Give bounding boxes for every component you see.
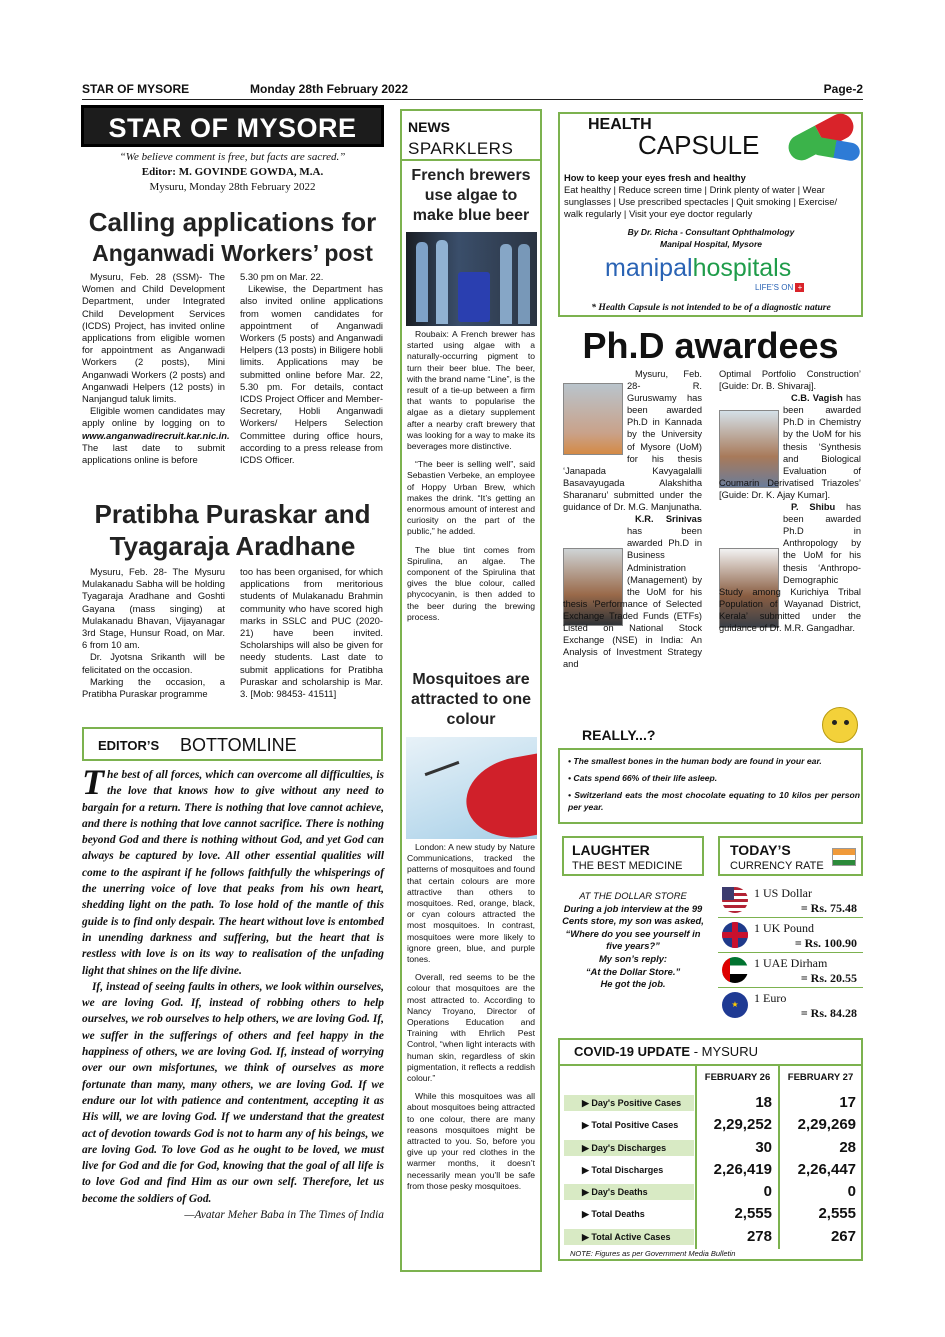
covid-row-label: ▶ Total Positive Cases (582, 1120, 679, 1130)
mosquito-para: Overall, red seems to be the colour that mosquitoes are the most attracted to. According to Nancy Troyano, Director of Operations Education and Training with Ehrlich Pest Control, “when light interacts with human skin, regardless of skin pigmentation, it reflects a reddish colour.” (407, 972, 535, 1084)
recruit-link[interactable]: www.anganwadirecruit.kar.nic.in. (82, 429, 230, 441)
logo-b: hospitals (692, 254, 792, 282)
plus-icon: + (795, 283, 804, 292)
anganwadi-col-1 (82, 271, 230, 466)
covid-label-text: Total Discharges (591, 1165, 664, 1175)
joke-line: “At the Dollar Store.” (585, 965, 681, 977)
dateline: Mysuru, Monday 28th February 2022 (149, 181, 316, 193)
mosquito-story (407, 842, 535, 1192)
covid-value: 2,29,252 (713, 1116, 772, 1133)
covid-row (560, 1181, 862, 1203)
pratibha-para: Dr. Jyotsna Srikanth will be felicitated on the occasion. (82, 651, 225, 675)
currency-rate: = Rs. 100.90 (794, 936, 857, 950)
bottomline-credit: —Avatar Meher Baba in The Times of India (184, 1209, 384, 1222)
phd-col-1 (563, 368, 702, 670)
bottomline-text (82, 762, 384, 1223)
bottomline-para: he best of all forces, which can overcome all difficulties, is the love that knows how to give without any need to bargain for a return. There is nothing that love cannot achieve, and there is nothing that love cannot sacrifice. There is nothing beyond God and there is nothing without God, and yet God can always be captured by love. All other essential qualities will come to the aspirant if he follows faithfully the whisperings of the unerring voice of love that peaks from his own heart, shedding light on the path. To lose hold of the mantle of this guide is to find only despair. The heart without love is entombed in unending darkness and suffering, but the heart that is restless with love is on its way to realisation of the unfading light that shines on the life divine. (82, 769, 384, 977)
us-flag-icon (722, 887, 748, 913)
phd-col-2 (719, 368, 861, 634)
currency-label-2: CURRENCY RATE (730, 860, 824, 872)
currency-rate: = Rs. 84.28 (800, 1006, 857, 1020)
phd-vagish-name: C.B. Vagish (791, 393, 843, 404)
mosquito-headline: Mosquitoes are attracted to one colour (410, 671, 531, 728)
covid-value: 278 (746, 1228, 772, 1245)
phd-guruswamy (563, 368, 702, 513)
mosquito-para: While this mosquitoes was all about mosquitoes being attracted to one colour, there are many reasons mosquitoes might be attracted to you. So, before you give up your red clothes in the warmer months, it doesn’t necessarily mean you’ll be safe from those pesky mosquitoes. (407, 1091, 535, 1191)
really-item: • Cats spend 66% of their life asleep. (568, 773, 718, 783)
covid-row (560, 1092, 862, 1114)
laughter-label-1: LAUGHTER (572, 842, 650, 858)
beer-story (407, 329, 535, 623)
health-org: Manipal Hospital, Mysore (659, 239, 763, 249)
covid-label-text: Total Active Cases (591, 1232, 671, 1242)
covid-value: 17 (839, 1094, 856, 1111)
really-item: • Switzerland eats the most chocolate equating to 10 kilos per person per year. (568, 790, 860, 812)
covid-label-text: Day's Discharges (591, 1143, 667, 1153)
masthead-title: STAR OF MYSORE (82, 106, 383, 146)
manipal-tagline (755, 283, 804, 292)
bottomline-label-bold: EDITOR’S (98, 738, 160, 753)
covid-value: 28 (839, 1139, 856, 1156)
covid-label-text: Day's Deaths (591, 1187, 648, 1197)
laughter-joke (562, 890, 704, 991)
covid-value: 2,26,447 (797, 1161, 856, 1178)
covid-label: - MYSURU (693, 1044, 758, 1059)
anganwadi-title-2: Anganwadi Workers’ post (92, 240, 373, 266)
really-item-text: Cats spend 66% of their life asleep. (573, 773, 718, 783)
currency-row (718, 988, 863, 1023)
page-header (82, 80, 863, 100)
covid-note: NOTE: Figures as per Government Media Bulletin (570, 1249, 736, 1258)
joke-line: AT THE DOLLAR STORE (579, 890, 687, 901)
uk-flag-icon (722, 922, 748, 948)
covid-row (560, 1226, 862, 1248)
really-header (558, 718, 863, 750)
phd-vagish-text: has been awarded Ph.D in Chemistry by the UoM for his thesis ‘Synthesis and Biological Evaluation of Coumarin Derivatised Triazoles’ [Guide: Dr. K. Ajay Kumar]. (719, 393, 861, 500)
beer-para: The blue tint comes from Spirulina, an algae. The component of the Spirulina that gives the blue colour, called phycocyanin, is then added to the beer during the brewing process. (407, 544, 535, 622)
laughter-label-2: THE BEST MEDICINE (572, 860, 683, 872)
covid-row-label: ▶ Day's Discharges (564, 1140, 694, 1156)
health-label-bold: HEALTH (588, 116, 652, 133)
editor-line: Editor: M. GOVINDE GOWDA, M.A. (141, 166, 324, 178)
covid-row (560, 1159, 862, 1181)
covid-header (574, 1044, 758, 1059)
currency-name: 1 Euro (754, 991, 787, 1005)
anganwadi-para: The last date to submit applications online is before (82, 441, 225, 466)
phd-srinivas-name: K.R. Srinivas (635, 514, 702, 525)
health-content (564, 172, 858, 220)
india-flag-icon (832, 848, 856, 866)
anganwadi-para: 5.30 pm on Mar. 22. (240, 271, 324, 282)
joke-line: My son’s reply: (598, 952, 668, 964)
issue-date: Monday 28th February 2022 (250, 82, 409, 96)
laughter-header (562, 836, 704, 876)
health-label: CAPSULE (638, 130, 760, 160)
eu-flag-icon: ★ (722, 992, 748, 1018)
currency-name: 1 US Dollar (754, 886, 812, 900)
currency-header (718, 836, 863, 876)
really-item-text: The smallest bones in the human body are found in your ear. (573, 756, 822, 766)
news-label: SPARKLERS (408, 139, 514, 158)
health-by: By Dr. Richa - Consultant Ophthalmology (627, 227, 795, 237)
covid-value: 2,555 (818, 1205, 856, 1222)
phd-shibu-text: has been awarded Ph.D in Anthropology by the UoM for his thesis ‘Anthropo-Demographic Study among Kurichiya Tribal Population of Wayanad District, Kerala’ submitted under the guidance of Dr. M.R. Gangadhar. (719, 502, 861, 633)
drop-cap: T (82, 762, 104, 802)
motto: “We believe comment is free, but facts are sacred.” (119, 151, 346, 163)
manipal-logo (605, 253, 791, 283)
covid-value: 2,29,269 (797, 1116, 856, 1133)
covid-col-1: FEBRUARY 26 (704, 1072, 771, 1083)
covid-col-2: FEBRUARY 27 (787, 1072, 854, 1083)
beer-headline: French brewers use algae to make blue beer (411, 167, 531, 224)
health-head: How to keep your eyes fresh and healthy (564, 172, 746, 183)
covid-row-label: ▶ Day's Deaths (564, 1184, 694, 1200)
pratibha-para: Marking the occasion, a Pratibha Puraskar programme (82, 675, 225, 700)
really-item-text: Switzerland eats the most chocolate equating to 10 kilos per person per year. (568, 790, 860, 812)
pratibha-col-2: too has been organised, for which applications from meritorious students of Mulakanadu Brahmin community who have scored high marks in SSLC and PUC (2020-21) have been invited. Scholarships will also be given for needy students. Last date to submit applications for Pratibha Puraskar and scholarship is Mar. 3. [Mob: 98453- 41511] (240, 566, 383, 700)
phd-guruswamy-text: Mysuru, Feb. 28- R. Guruswamy has been awarded Ph.D in Kannada by the University of Mysore (UoM) for his thesis ‘Janapada Kavyagalalli Basavayugada Alakshitha Sharanaru’ submitted under the guidance of Dr. M.G. Manjunatha. (563, 369, 703, 513)
beer-para: “The beer is selling well”, said Sebastien Verbeke, an employee of Hoppy Urban Brew, which makes the drink. “It’s getting an enormous amount of interest and curiosity on the part of the public,” he added. (407, 459, 535, 537)
covid-row-label: ▶ Day's Positive Cases (564, 1095, 694, 1111)
logo-tag: LIFE’S ON (755, 283, 794, 292)
mosquito-para: London: A new study by Nature Communications, tracked the patterns of mosquitoes and found that certain colours are more attractive than others to mosquitoes. Red, orange, black, or cyan colours attracted the most mosquitoes. In contrast, mosquitoes were more likely to ignore green, blue, and purple tones. (407, 842, 535, 965)
covid-label-bold: COVID-19 UPDATE (574, 1044, 691, 1059)
covid-label-text: Total Deaths (591, 1209, 645, 1219)
anganwadi-col-2 (240, 271, 383, 466)
anganwadi-title-1: Calling applications for (88, 207, 377, 237)
phd-srinivas-text: has been awarded Ph.D in Business Administration (Management) by the UoM for his thesis ‘Performance of Selected Exchange Traded Funds (ETFs) Listed on National Stock Exchange (NSE) in India: An Analysis of Investment Strategy and (563, 526, 702, 670)
anganwadi-para: Eligible women candidates may apply online by logging on to (82, 405, 225, 429)
currency-rate: = Rs. 20.55 (800, 971, 857, 985)
logo-a: manipal (605, 254, 693, 282)
currency-label-1: TODAY’S (730, 842, 791, 858)
covid-divider (560, 1064, 861, 1066)
health-disclaimer: * Health Capsule is not intended to be of a diagnostic nature (591, 302, 831, 313)
beer-para: Roubaix: A French brewer has started using algae with a naturally-occurring pigment to turn their beer blue. The beer, with the brand name “Line”, is the result of a tie-up between a firm that wants to popularise the algae as a dietary supplement after a nearby craft brewery that was looking for a way to make its beverages more distinctive. (407, 329, 535, 452)
currency-rate: = Rs. 75.48 (800, 901, 857, 915)
bottomline-label: BOTTOMLINE (180, 735, 297, 755)
covid-row (560, 1137, 862, 1159)
pratibha-title-1: Pratibha Puraskar and (94, 499, 371, 529)
really-label: REALLY...? (582, 727, 656, 743)
mosquito-photo (406, 737, 537, 839)
covid-label-text: Day's Positive Cases (591, 1098, 682, 1108)
currency-row (718, 883, 863, 918)
covid-row (560, 1114, 862, 1136)
covid-row-label: ▶ Total Discharges (582, 1165, 664, 1175)
pratibha-col-1 (82, 566, 225, 700)
bottomline-header (82, 727, 383, 761)
pratibha-title-2: Tyagaraja Aradhane (109, 531, 356, 561)
anganwadi-para: Likewise, the Department has also invited online applications from women candidates for appointment of Anganwadi Workers (5 posts) and Anganwadi Helpers (13 posts) in Biligere hobli limits. Applications may be submitted online before Mar. 22, 5.30 pm. For details, contact ICDS Project Officer and Member-Secretary, Hobli Anganwadi Workers/ Helpers Selection Committee during office hours, according to a press release from ICDS Officer. (240, 283, 383, 466)
covid-row-label: ▶ Total Deaths (582, 1209, 645, 1219)
bulb-icon (822, 707, 858, 743)
really-item: • The smallest bones in the human body are found in your ear. (568, 756, 822, 766)
beer-photo (406, 232, 537, 326)
covid-value: 267 (830, 1228, 856, 1245)
news-header (400, 109, 542, 161)
anganwadi-para: Mysuru, Feb. 28 (SSM)- The Women and Child Development Department, under Integrated Child Development Services (ICDS) Project, has invited online applications from eligible women for appointment as Anganwadi Workers (2 posts), Mini Anganwadi Workers (2 posts) and Anganwadi Helpers (12 posts) in Nanjangud taluk limits. (82, 271, 225, 405)
currency-row (718, 918, 863, 953)
covid-value: 30 (755, 1139, 772, 1156)
covid-value: 2,26,419 (713, 1161, 772, 1178)
uae-flag-icon (722, 957, 748, 983)
news-label-bold: NEWS (408, 119, 450, 135)
covid-value: 0 (847, 1183, 856, 1200)
pratibha-para: Mysuru, Feb. 28- The Mysuru Mulakanadu Sabha will be holding Tyagaraja Aradhane and Goshti Gayana (mass singing) at Mulakanadu Bhavan, Vijayanagar 3rd Stage, Hunsur Road, on Mar. 6 from 10 am. (82, 566, 225, 651)
health-tips: Eat healthy | Reduce screen time | Drink plenty of water | Wear sunglasses | Use prescribed spectacles | Quit smoking | Exercise/ walk regularly | Visit your eye doctor regularly (564, 184, 838, 219)
really-list (560, 755, 860, 813)
bottomline-para: If, instead of seeing faults in others, we look within ourselves, we are loving God. If, instead of robbing others to help ourselves, we rob ourselves to help others, we are loving God. If, we suffer in the sufferings of others and feel happy in the happiness of others, we are loving God. If, instead of worrying over our own misfortunes, we think of ourselves as more fortunate than many, many others, we are loving God. If we endure our lot with patience and contentment, accepting it as His will, we are loving God. If we understand that the greatest act of devotion towards God is not to harm any of his beings, we are loving God. To love God as he ought to be loved, we must live for God and die for God, knowing that the goal of all life is to love God and find Him as our own self. Therefore, let us become the soldiers of God. (82, 980, 384, 1205)
currency-name: 1 UAE Dirham (754, 956, 828, 970)
covid-value: 18 (755, 1094, 772, 1111)
phd-shibu-name: P. Shibu (791, 502, 836, 513)
currency-name: 1 UK Pound (754, 921, 815, 935)
currency-list (718, 883, 863, 1023)
masthead-info (82, 150, 383, 195)
paper-name: STAR OF MYSORE (82, 82, 190, 96)
covid-label-text: Total Positive Cases (591, 1120, 679, 1130)
covid-row (560, 1203, 862, 1225)
currency-row (718, 953, 863, 988)
phd-title: Ph.D awardees (582, 325, 839, 366)
phd-srinivas-cont: Optimal Portfolio Construction’ [Guide: Dr. B. Shivaraj]. (719, 369, 861, 392)
covid-value: 2,555 (734, 1205, 772, 1222)
covid-row-label: ▶ Total Active Cases (564, 1229, 694, 1245)
page-number: Page-2 (823, 82, 863, 96)
joke-line: During a job interview at the 99 Cents store, my son was asked, “Where do you see yourself in five years?” (562, 902, 704, 952)
joke-line: He got the job. (600, 978, 666, 990)
covid-value: 0 (763, 1183, 772, 1200)
health-author (564, 226, 858, 250)
